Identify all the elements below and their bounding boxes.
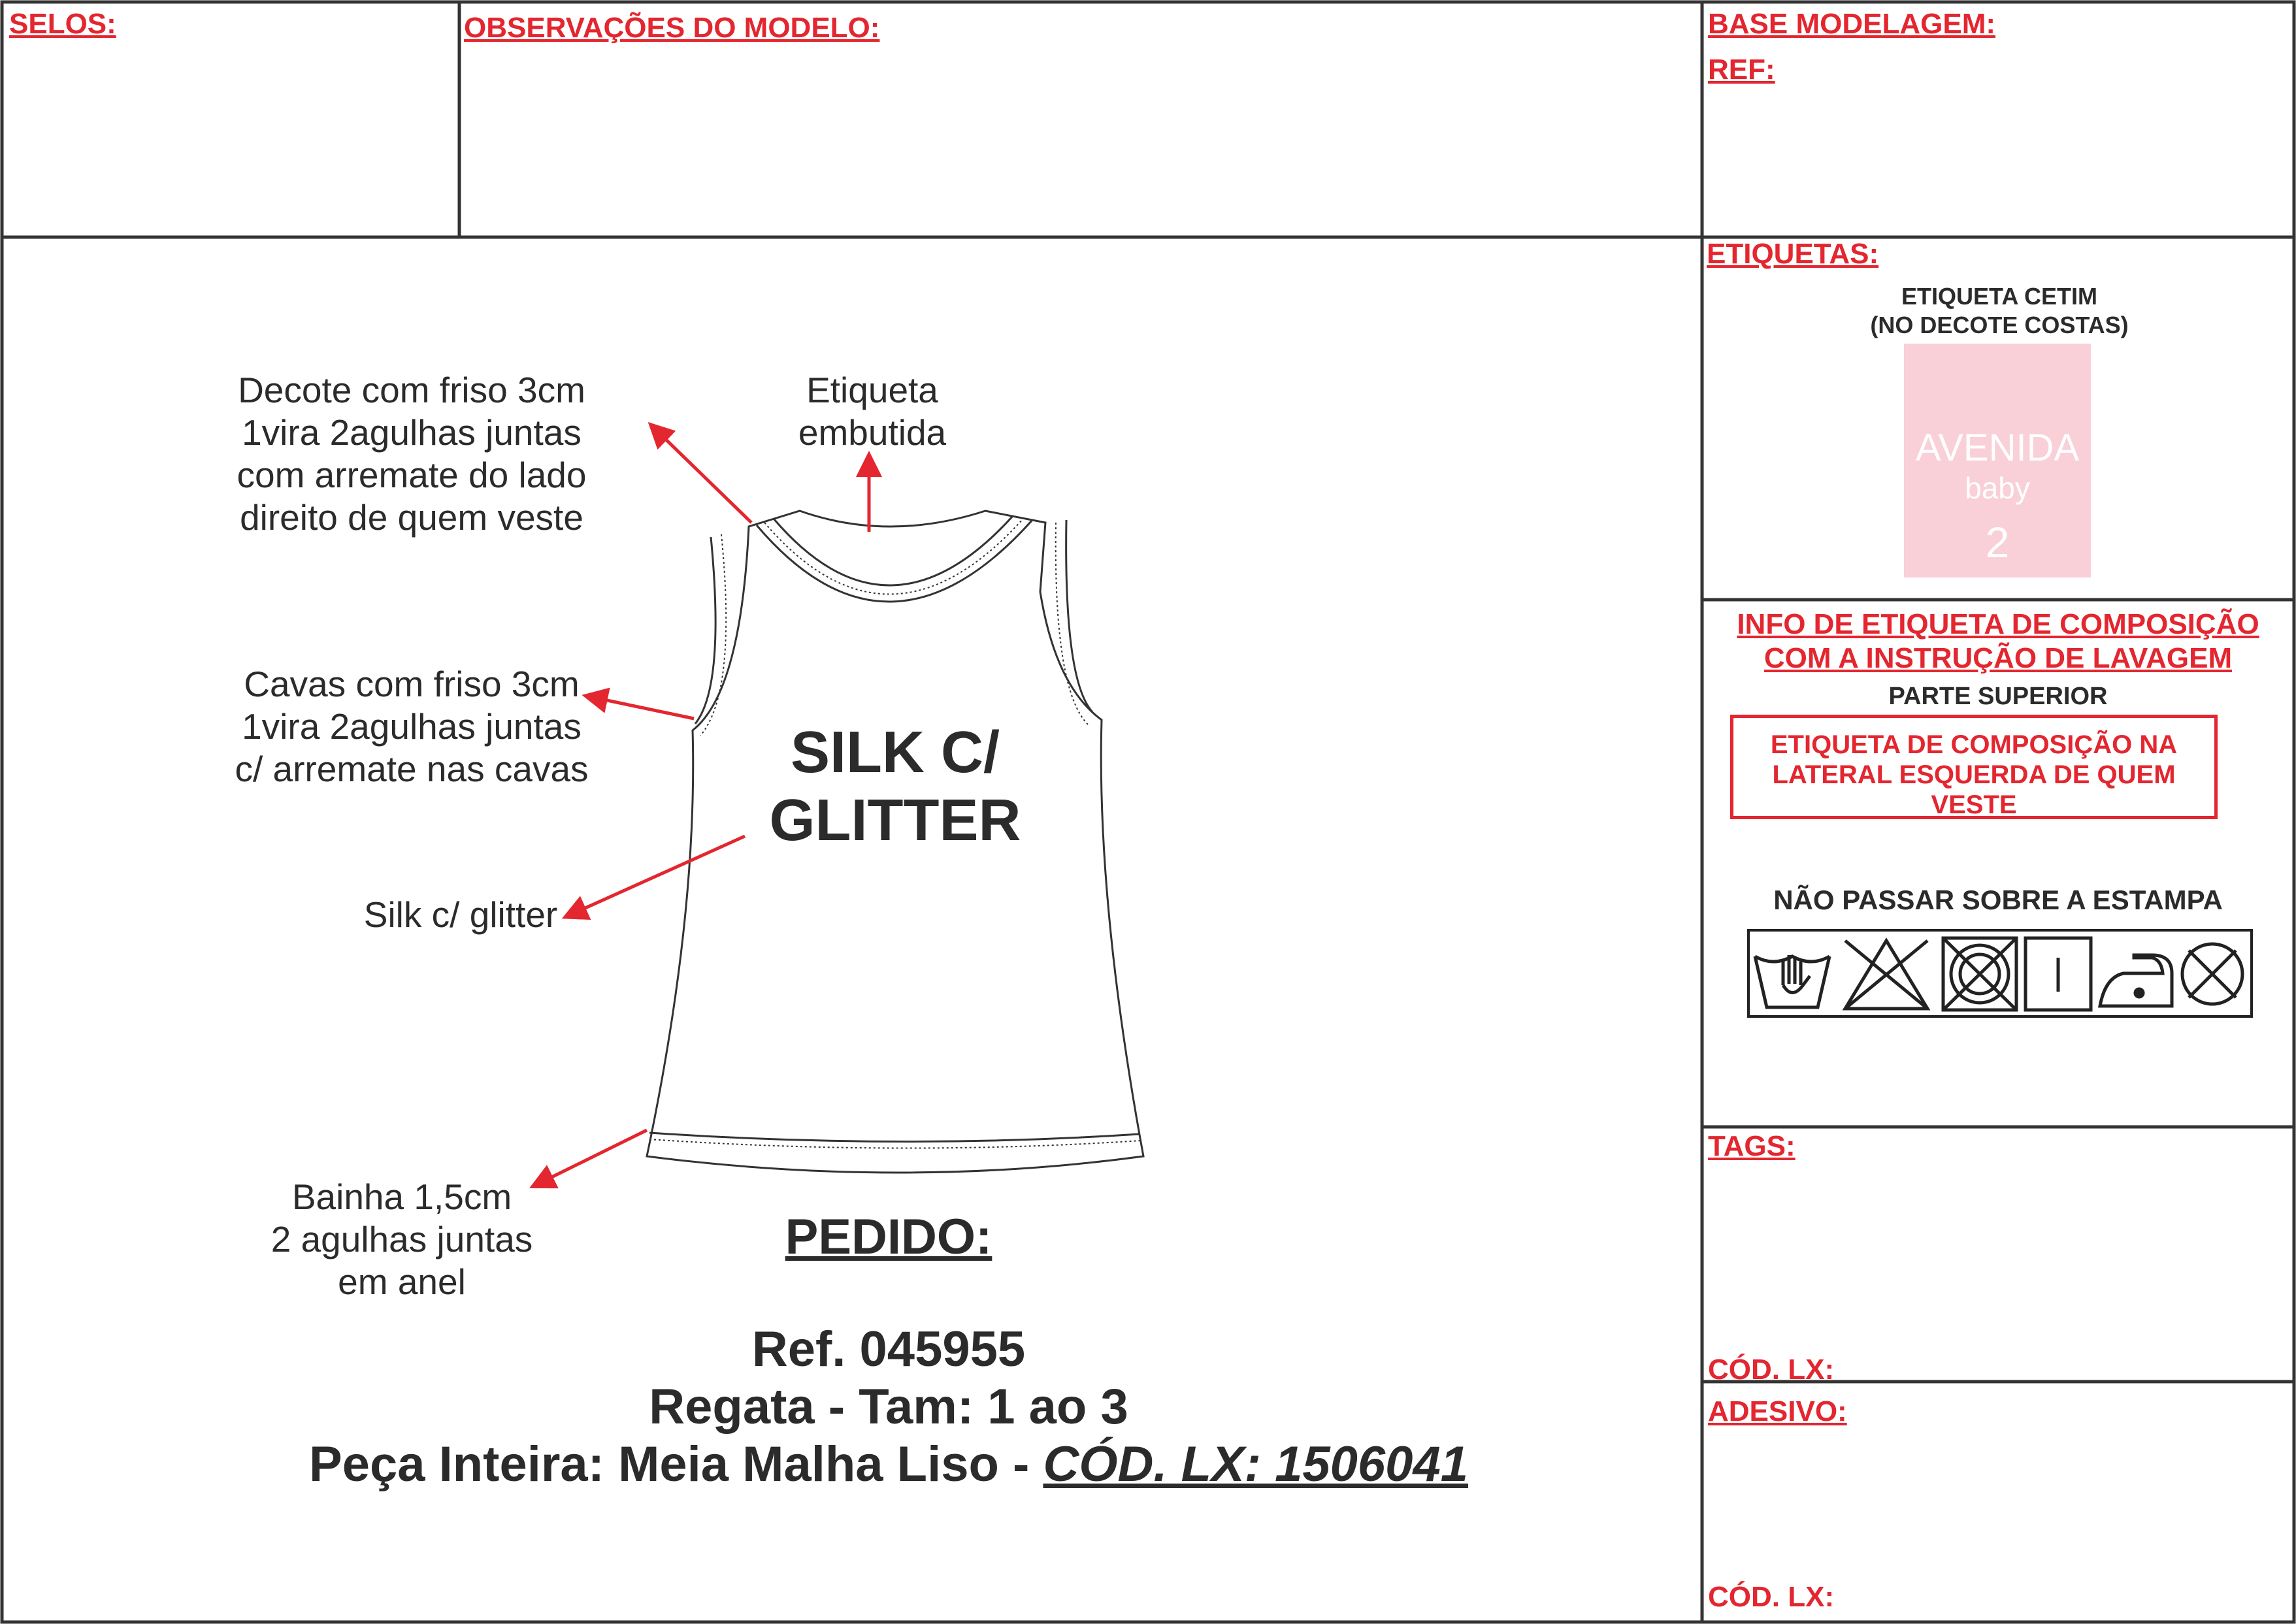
hand-wash-icon xyxy=(1755,955,1829,1007)
order-fabric-prefix: Peça Inteira: Meia Malha Liso - xyxy=(309,1437,1043,1492)
ref-header: REF: xyxy=(1708,54,1775,86)
etiqueta-note: Etiqueta embutida xyxy=(798,370,947,453)
print-warning: NÃO PASSAR SOBRE A ESTAMPA xyxy=(1773,885,2223,915)
label-brand-sub: baby xyxy=(1965,471,2030,505)
adesivo-header: ADESIVO: xyxy=(1708,1395,1847,1427)
composition-box-line1: ETIQUETA DE COMPOSIÇÃO NA xyxy=(1770,730,2178,759)
observacoes-header: OBSERVAÇÕES DO MODELO: xyxy=(464,12,880,44)
label-panel-title xyxy=(1764,282,2235,340)
label-brand: AVENIDA xyxy=(1915,427,2080,469)
do-not-dry-clean-icon xyxy=(2182,944,2242,1004)
adesivo-cod-label: CÓD. LX: xyxy=(1708,1581,1835,1613)
order-ref: Ref. 045955 xyxy=(751,1322,1026,1377)
order-title: PEDIDO: xyxy=(785,1209,992,1265)
composition-title-line1: INFO DE ETIQUETA DE COMPOSIÇÃO xyxy=(1737,608,2259,640)
decote-note: Decote com friso 3cm 1vira 2agulhas juntas com arremate do lado direito de quem veste xyxy=(237,370,587,538)
label-size: 2 xyxy=(1985,518,2010,566)
care-symbols-strip xyxy=(1747,929,2253,1018)
order-model: Regata - Tam: 1 ao 3 xyxy=(649,1379,1128,1435)
selos-header: SELOS: xyxy=(9,8,116,40)
print-line1: SILK C/ xyxy=(790,720,1000,785)
composition-part: PARTE SUPERIOR xyxy=(1888,683,2108,710)
order-fabric xyxy=(131,1436,1647,1493)
bainha-note: Bainha 1,5cm 2 agulhas juntas em anel xyxy=(271,1177,533,1302)
silk-note: Silk c/ glitter xyxy=(363,894,558,935)
decote-arrow xyxy=(657,431,751,523)
satin-label xyxy=(1904,344,2091,577)
composition-title-line2: COM A INSTRUÇÃO DE LAVAGEM xyxy=(1763,642,2233,674)
do-not-tumble-dry-icon xyxy=(1943,938,2016,1010)
do-not-bleach-icon xyxy=(1845,941,1927,1009)
order-fabric-code: CÓD. LX: 1506041 xyxy=(1043,1437,1468,1492)
tags-cod-label: CÓD. LX: xyxy=(1708,1354,1835,1386)
iron-low-icon xyxy=(2100,955,2172,1006)
base-modelagem-header: BASE MODELAGEM: xyxy=(1708,8,1995,40)
composition-title xyxy=(1702,608,2294,675)
label-title-line1: ETIQUETA CETIM xyxy=(1901,283,2097,310)
silk-arrow xyxy=(574,836,745,913)
line-dry-icon xyxy=(2025,938,2091,1010)
order-details xyxy=(131,1321,1647,1493)
bainha-arrow xyxy=(541,1130,647,1182)
print-line2: GLITTER xyxy=(769,788,1021,853)
label-title-line2: (NO DECOTE COSTAS) xyxy=(1870,312,2129,338)
tags-header: TAGS: xyxy=(1708,1130,1796,1162)
etiquetas-header: ETIQUETAS: xyxy=(1707,238,1879,270)
composition-box-line2: LATERAL ESQUERDA DE QUEM xyxy=(1772,760,2176,789)
composition-label-box xyxy=(1730,715,2218,819)
composition-box-line3: VESTE xyxy=(1931,790,2017,819)
cavas-note: Cavas com friso 3cm 1vira 2agulhas juntas c/ arremate nas cavas xyxy=(235,664,589,789)
